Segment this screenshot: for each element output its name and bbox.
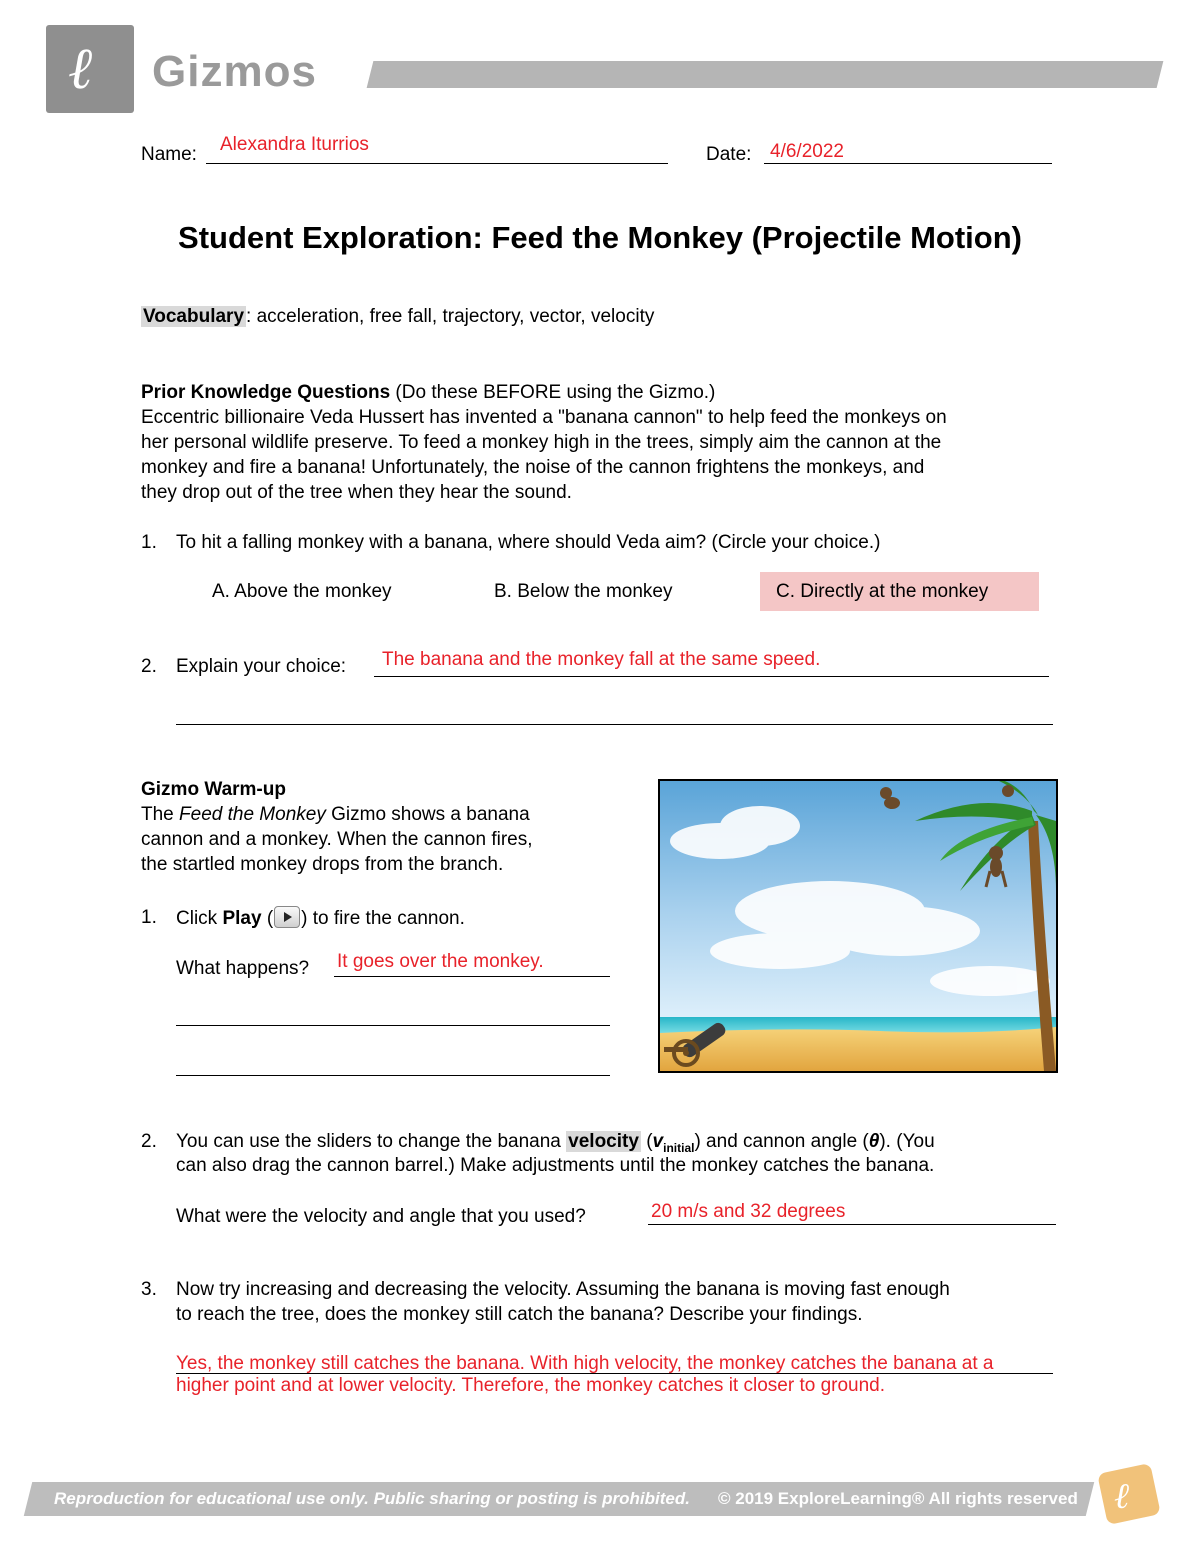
name-label: Name:	[141, 144, 197, 165]
svg-text:ℓ: ℓ	[1114, 1476, 1129, 1517]
warmup-intro-line-3: the startled monkey drops from the branch.	[141, 854, 504, 875]
warmup-q2-sub: What were the velocity and angle that you used?	[176, 1206, 586, 1227]
page-title: Student Exploration: Feed the Monkey (Projectile Motion)	[178, 220, 1022, 255]
warmup-q1-paren: (	[261, 908, 274, 929]
warmup-q3-line-2: to reach the tree, does the monkey still catch the banana? Describe your findings.	[176, 1304, 863, 1325]
q2-extra-underline	[176, 724, 1053, 725]
gizmo-screenshot	[658, 779, 1058, 1073]
prior-q1-number: 1.	[141, 532, 157, 553]
footer-logo-icon	[1096, 1462, 1162, 1524]
prior-text-line-2: her personal wildlife preserve. To feed a monkey high in the trees, simply aim the cannon at the	[141, 432, 942, 453]
prior-q2-answer[interactable]: The banana and the monkey fall at the same speed.	[382, 649, 821, 670]
warmup-q2-answer[interactable]: 20 m/s and 32 degrees	[651, 1201, 846, 1222]
prior-text-line-1: Eccentric billionaire Veda Hussert has invented a "banana cannon" to help feed the monkeys on	[141, 407, 947, 428]
warmup-q2-end: ). (You	[879, 1131, 935, 1152]
name-underline	[206, 163, 668, 164]
play-icon[interactable]	[274, 906, 300, 928]
date-label: Date:	[706, 144, 752, 165]
footer-copyright: © 2019 ExploreLearning® All rights reserved	[718, 1489, 1078, 1508]
v-subscript: initial	[663, 1140, 695, 1155]
beach-scene	[660, 781, 1056, 1071]
gizmo-name: Feed the Monkey	[179, 804, 326, 825]
warmup-q2-underline	[648, 1224, 1056, 1225]
warmup-q2-post: ) and cannon angle (	[694, 1131, 869, 1152]
choice-a[interactable]: A. Above the monkey	[212, 581, 392, 602]
warmup-q1-line-2	[176, 1025, 610, 1026]
brand-name: Gizmos	[152, 47, 317, 96]
warmup-q1-post: ) to fire the cannon.	[301, 908, 465, 929]
prior-text-line-3: monkey and fire a banana! Unfortunately, the noise of the cannon frightens the monkeys, and	[141, 457, 925, 478]
prior-knowledge-title: Prior Knowledge Questions	[141, 382, 391, 403]
v-symbol: v	[652, 1131, 664, 1152]
warmup-q2-mid: (	[640, 1131, 653, 1152]
date-value[interactable]: 4/6/2022	[770, 141, 844, 162]
prior-q2-number: 2.	[141, 656, 157, 677]
warmup-q1-text	[176, 906, 465, 931]
vocabulary-line	[141, 305, 654, 329]
warmup-q1-line-3	[176, 1075, 610, 1076]
warmup-q2-pre: You can use the sliders to change the banana	[176, 1131, 567, 1152]
warmup-q3-answer-line-1[interactable]: Yes, the monkey still catches the banana. With high velocity, the monkey catches the banana at a	[176, 1353, 994, 1374]
play-word: Play	[222, 908, 262, 929]
choice-c[interactable]: C. Directly at the monkey	[776, 581, 989, 602]
prior-q2-text: Explain your choice:	[176, 656, 347, 677]
warmup-intro-line-2: cannon and a monkey. When the cannon fires,	[141, 829, 533, 850]
prior-knowledge-note: (Do these BEFORE using the Gizmo.)	[390, 382, 716, 403]
header-bar	[367, 61, 1164, 88]
warmup-heading: Gizmo Warm-up	[141, 779, 286, 800]
warmup-q2-number: 2.	[141, 1131, 157, 1152]
footer-notice: Reproduction for educational use only. Public sharing or posting is prohibited.	[54, 1489, 690, 1508]
warmup-q1-answer[interactable]: It goes over the monkey.	[337, 951, 544, 972]
vocabulary-label: Vocabulary	[143, 306, 245, 327]
prior-q1-text: To hit a falling monkey with a banana, where should Veda aim? (Circle your choice.)	[176, 532, 881, 553]
prior-text-line-4: they drop out of the tree when they hear the sound.	[141, 482, 572, 503]
choice-b[interactable]: B. Below the monkey	[494, 581, 673, 602]
warmup-q3-answer-line-2[interactable]: higher point and at lower velocity. Therefore, the monkey catches it closer to ground.	[176, 1375, 886, 1396]
warmup-q2-line-2: can also drag the cannon barrel.) Make adjustments until the monkey catches the banana.	[176, 1155, 935, 1176]
warmup-intro-pre: The	[141, 804, 180, 825]
vocabulary-terms: : acceleration, free fall, trajectory, vector, velocity	[246, 306, 655, 327]
velocity-term: velocity	[568, 1131, 639, 1152]
warmup-intro-line-1	[141, 803, 530, 827]
theta-symbol: θ	[868, 1131, 880, 1152]
explorelearning-logo	[46, 25, 134, 113]
logo-glyph: ℓ	[68, 34, 93, 102]
q2-answer-underline	[374, 676, 1049, 677]
warmup-q1-underline	[334, 976, 610, 977]
prior-knowledge-heading	[141, 381, 715, 405]
warmup-intro-post: Gizmo shows a banana	[325, 804, 530, 825]
warmup-q1-sub: What happens?	[176, 958, 310, 979]
warmup-q1-number: 1.	[141, 907, 157, 928]
warmup-q3-number: 3.	[141, 1279, 157, 1300]
warmup-q3-line-1: Now try increasing and decreasing the velocity. Assuming the banana is moving fast enough	[176, 1279, 950, 1300]
name-value[interactable]: Alexandra Iturrios	[220, 134, 369, 155]
warmup-q1-pre: Click	[176, 908, 223, 929]
